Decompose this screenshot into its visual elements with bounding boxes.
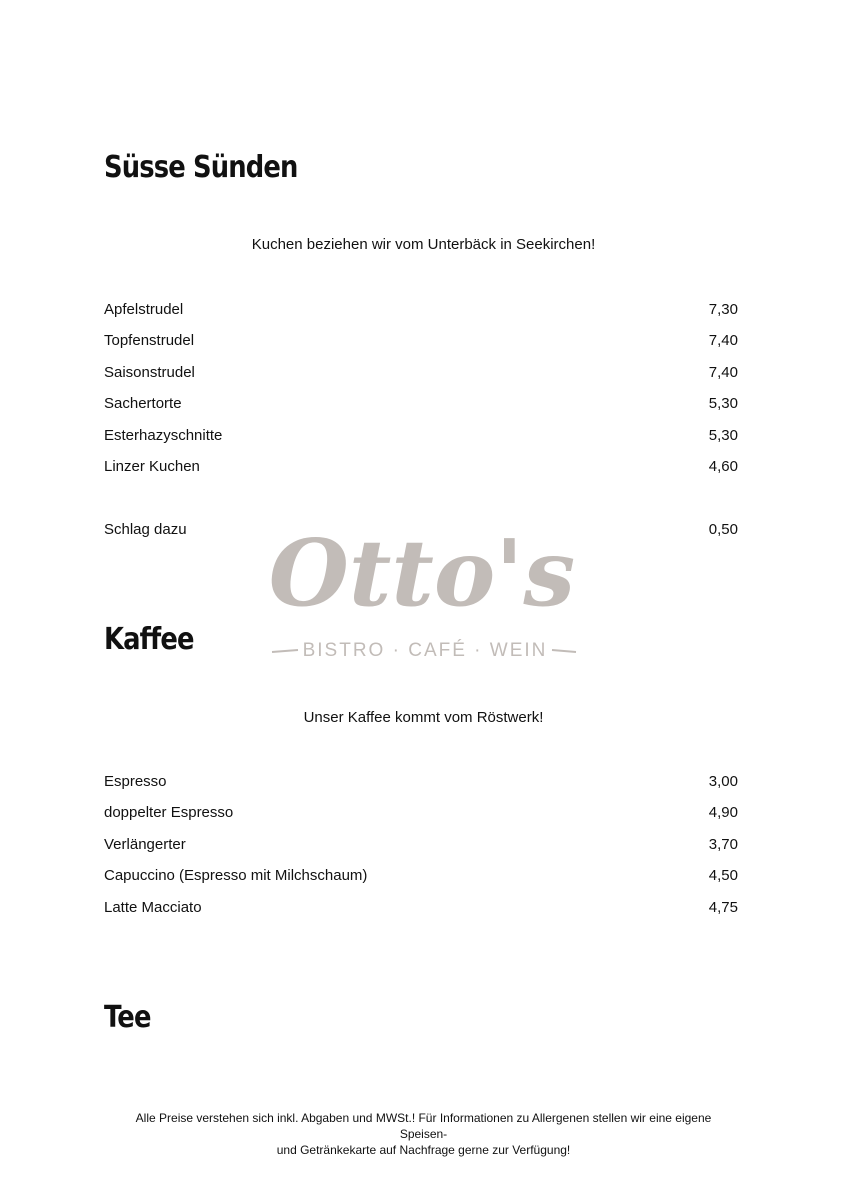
- menu-item-price: 3,70: [708, 835, 738, 853]
- menu-item-name: Linzer Kuchen: [104, 457, 200, 475]
- ottos-logo-watermark: [262, 505, 587, 665]
- menu-item: [104, 456, 738, 476]
- menu-item-price: 4,60: [708, 457, 738, 475]
- menu-item-price: 0,50: [708, 520, 738, 538]
- section-title-suesse-suenden: Süsse Sünden: [104, 150, 298, 185]
- section-intro-kuchen: Kuchen beziehen wir vom Unterbäck in Seekirchen!: [251, 236, 596, 253]
- section-title-kaffee: Kaffee: [104, 622, 194, 657]
- menu-item-name: Saisonstrudel: [104, 363, 195, 381]
- menu-item-name: Apfelstrudel: [104, 300, 184, 318]
- footer-line-2: Speisen-: [399, 1127, 448, 1141]
- menu-item-price: 7,40: [708, 363, 738, 381]
- menu-item-price: 7,30: [708, 300, 738, 318]
- menu-item: [104, 425, 738, 445]
- menu-item-name: Topfenstrudel: [104, 331, 195, 349]
- menu-item-price: 4,50: [708, 866, 738, 884]
- menu-item-price: 7,40: [708, 331, 738, 349]
- menu-item: [104, 299, 738, 319]
- menu-item-price: 5,30: [708, 426, 738, 444]
- menu-item-name: Espresso: [104, 772, 167, 790]
- menu-item: [104, 865, 738, 885]
- section-title-tee: Tee: [104, 1000, 151, 1035]
- menu-item-name: doppelter Espresso: [104, 803, 234, 821]
- menu-item-name: Capuccino (Espresso mit Milchschaum): [104, 866, 368, 884]
- menu-item-price: 5,30: [708, 394, 738, 412]
- menu-item: [104, 897, 738, 917]
- menu-item-price: 3,00: [708, 772, 738, 790]
- menu-item: [104, 834, 738, 854]
- menu-item-name: Schlag dazu: [104, 520, 187, 538]
- menu-item: [104, 362, 738, 382]
- section-intro-kaffee: Unser Kaffee kommt vom Röstwerk!: [303, 709, 544, 726]
- menu-item-price: 4,90: [708, 803, 738, 821]
- menu-item-name: Sachertorte: [104, 394, 182, 412]
- footer-line-3: und Getränkekarte auf Nachfrage gerne zur Verfügung!: [276, 1143, 571, 1157]
- menu-item: [104, 393, 738, 413]
- menu-item-name: Esterhazyschnitte: [104, 426, 223, 444]
- logo-tagline: BISTRO · CAFÉ · WEIN: [302, 640, 548, 661]
- logo-wordmark: Otto's: [268, 519, 576, 627]
- footer-line-1: Alle Preise verstehen sich inkl. Abgaben und MWSt.! Für Informationen zu Allergenen stellen wir eine eigene: [135, 1111, 712, 1125]
- menu-item: [104, 802, 738, 822]
- footer-note: [100, 1110, 747, 1158]
- menu-item-name: Latte Macciato: [104, 898, 202, 916]
- menu-item: [104, 771, 738, 791]
- menu-item-price: 4,75: [708, 898, 738, 916]
- menu-item: [104, 330, 738, 350]
- menu-item-name: Verlängerter: [104, 835, 186, 853]
